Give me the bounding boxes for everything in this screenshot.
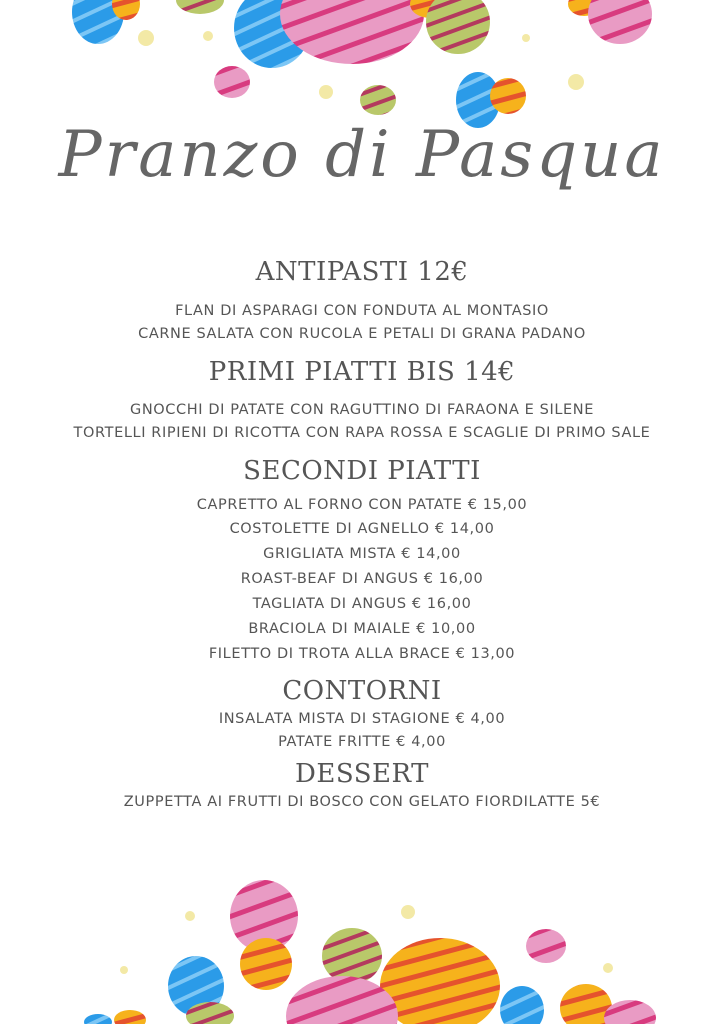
menu-item: ZUPPETTA AI FRUTTI DI BOSCO CON GELATO FIORDILATTE 5€ <box>123 794 601 810</box>
egg-green <box>426 0 490 54</box>
section-heading-secondi: SECONDI PIATTI <box>243 456 481 486</box>
section-heading-antipasti: ANTIPASTI 12€ <box>255 257 469 287</box>
egg-pink <box>526 929 566 963</box>
easter-eggs-bottom-decoration <box>0 870 724 1024</box>
menu-item: TORTELLI RIPIENI DI RICOTTA CON RAPA ROSSA E SCAGLIE DI PRIMO SALE <box>73 425 651 441</box>
section-heading-dessert: DESSERT <box>295 759 429 789</box>
menu-item: GRIGLIATA MISTA € 14,00 <box>263 546 461 562</box>
menu-item: CARNE SALATA CON RUCOLA E PETALI DI GRANA PADANO <box>138 326 586 342</box>
flower <box>568 74 584 90</box>
egg-yellow <box>490 78 526 114</box>
flower <box>319 85 333 99</box>
egg-green <box>176 0 224 14</box>
egg-pink-large <box>280 0 424 64</box>
egg-yellow <box>240 938 292 990</box>
flower <box>603 963 613 973</box>
flower <box>138 30 154 46</box>
section-heading-contorni: CONTORNI <box>282 676 442 706</box>
menu-item: PATATE FRITTE € 4,00 <box>278 734 446 750</box>
menu-item: FLAN DI ASPARAGI CON FONDUTA AL MONTASIO <box>175 303 549 319</box>
egg-pink <box>214 66 250 98</box>
flower <box>185 911 195 921</box>
menu-item: TAGLIATA DI ANGUS € 16,00 <box>252 596 472 612</box>
menu-item: CAPRETTO AL FORNO CON PATATE € 15,00 <box>196 497 528 513</box>
egg-green <box>360 85 396 115</box>
egg-yellow <box>114 1010 146 1024</box>
menu-title: Pranzo di Pasqua <box>58 118 666 192</box>
menu-item: BRACIOLA DI MAIALE € 10,00 <box>248 621 476 637</box>
egg-green <box>322 928 382 984</box>
menu-item: INSALATA MISTA DI STAGIONE € 4,00 <box>218 711 506 727</box>
egg-pink <box>604 1000 656 1024</box>
flower <box>120 966 128 974</box>
menu-item: GNOCCHI DI PATATE CON RAGUTTINO DI FARAONA E SILENE <box>130 402 594 418</box>
flower <box>522 34 530 42</box>
egg-blue <box>500 986 544 1024</box>
menu-item: FILETTO DI TROTA ALLA BRACE € 13,00 <box>208 646 516 662</box>
section-heading-primi: PRIMI PIATTI BIS 14€ <box>208 357 516 387</box>
egg-pink <box>588 0 652 44</box>
menu-item: ROAST-BEAF DI ANGUS € 16,00 <box>240 571 484 587</box>
flower <box>203 31 213 41</box>
egg-yellow <box>380 938 500 1024</box>
egg-blue <box>84 1014 112 1024</box>
flower <box>401 905 415 919</box>
menu-item: COSTOLETTE DI AGNELLO € 14,00 <box>229 521 495 537</box>
